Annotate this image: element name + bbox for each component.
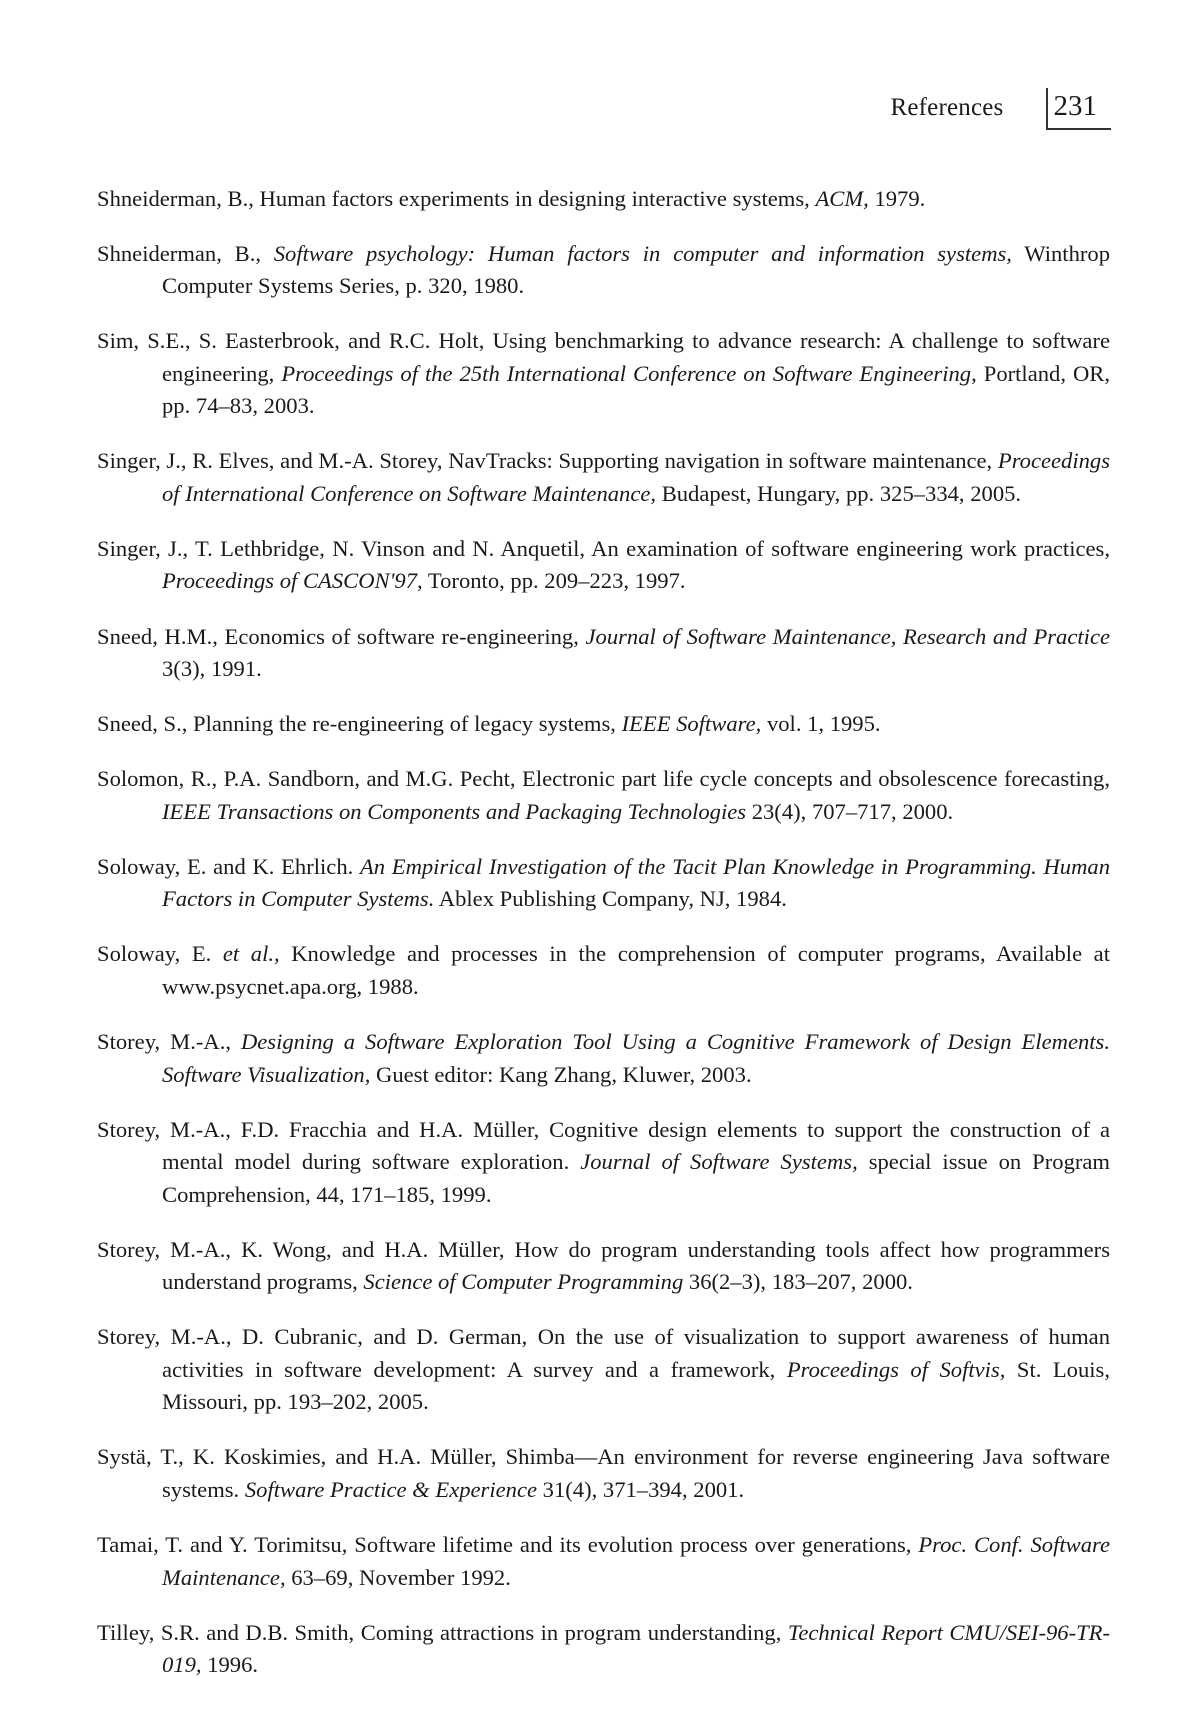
reference-entry: Systä, T., K. Koskimies, and H.A. Müller, Shimba—An environment for reverse engineering Java software systems. Software Practice & Experience 31(4), 371–394, 2001. <box>97 1444 1110 1502</box>
reference-entry: Storey, M.-A., Designing a Software Exploration Tool Using a Cognitive Framework of Design Elements. Software Visualization, Guest editor: Kang Zhang, Kluwer, 2003. <box>97 1029 1110 1087</box>
reference-entry: Sim, S.E., S. Easterbrook, and R.C. Holt, Using benchmarking to advance research: A challenge to software engineering, Proceedings of the 25th International Conference on Software Engineering, Portland, OR, pp. 74–83, 2003. <box>97 328 1111 419</box>
reference-entry: Singer, J., R. Elves, and M.-A. Storey, NavTracks: Supporting navigation in software maintenance, Proceedings of International Conference on Software Maintenance, Budapest, Hungary, pp. 325–334, 2005. <box>97 448 1110 506</box>
reference-entry: Storey, M.-A., D. Cubranic, and D. German, On the use of visualization to support awareness of human activities in software development: A survey and a framework, Proceedings of Softvis, St. Louis, Missouri, pp. 193–202, 2005. <box>97 1324 1110 1415</box>
reference-entry: Tilley, S.R. and D.B. Smith, Coming attractions in program understanding, Technical Report CMU/SEI-96-TR-019, 1996. <box>97 1619 1111 1678</box>
reference-entry: Shneiderman, B., Human factors experiments in designing interactive systems, ACM, 1979. <box>97 185 926 211</box>
reference-entry: Storey, M.-A., F.D. Fracchia and H.A. Müller, Cognitive design elements to support the construction of a mental model during software exploration. Journal of Software Systems, special issue on Program Comprehension, 44, 171–185, 1999. <box>97 1116 1110 1207</box>
reference-list <box>97 160 1110 1698</box>
reference-entry: Tamai, T. and Y. Torimitsu, Software lifetime and its evolution process over generations, Proc. Conf. Software Maintenance, 63–69, November 1992. <box>97 1532 1110 1590</box>
reference-entry: Sneed, S., Planning the re-engineering of legacy systems, IEEE Software, vol. 1, 1995. <box>97 711 881 737</box>
page-number: 231 <box>1046 88 1112 130</box>
reference-entry: Storey, M.-A., K. Wong, and H.A. Müller, How do program understanding tools affect how programmers understand programs, Science of Computer Programming 36(2–3), 183–207, 2000. <box>97 1236 1110 1295</box>
reference-entry: Soloway, E. and K. Ehrlich. An Empirical Investigation of the Tacit Plan Knowledge in Programming. Human Factors in Computer Systems. Ablex Publishing Company, NJ, 1984. <box>97 853 1111 912</box>
reference-entry: Solomon, R., P.A. Sandborn, and M.G. Pecht, Electronic part life cycle concepts and obsolescence forecasting, IEEE Transactions on Components and Packaging Technologies 23(4), 707–717, 2000. <box>97 766 1110 824</box>
reference-entry: Shneiderman, B., Software psychology: Human factors in computer and information systems, Winthrop Computer Systems Series, p. 320, 1980. <box>97 240 1110 299</box>
reference-entry: Sneed, H.M., Economics of software re-engineering, Journal of Software Maintenance, Research and Practice 3(3), 1991. <box>97 623 1110 682</box>
reference-entry: Singer, J., T. Lethbridge, N. Vinson and N. Anquetil, An examination of software engineering work practices, Proceedings of CASCON'97, Toronto, pp. 209–223, 1997. <box>97 535 1110 594</box>
running-head <box>890 86 1111 130</box>
reference-entry: Soloway, E. et al., Knowledge and processes in the comprehension of computer programs, Available at www.psycnet.apa.org, 1988. <box>97 941 1110 999</box>
section-title: References <box>890 94 1004 121</box>
